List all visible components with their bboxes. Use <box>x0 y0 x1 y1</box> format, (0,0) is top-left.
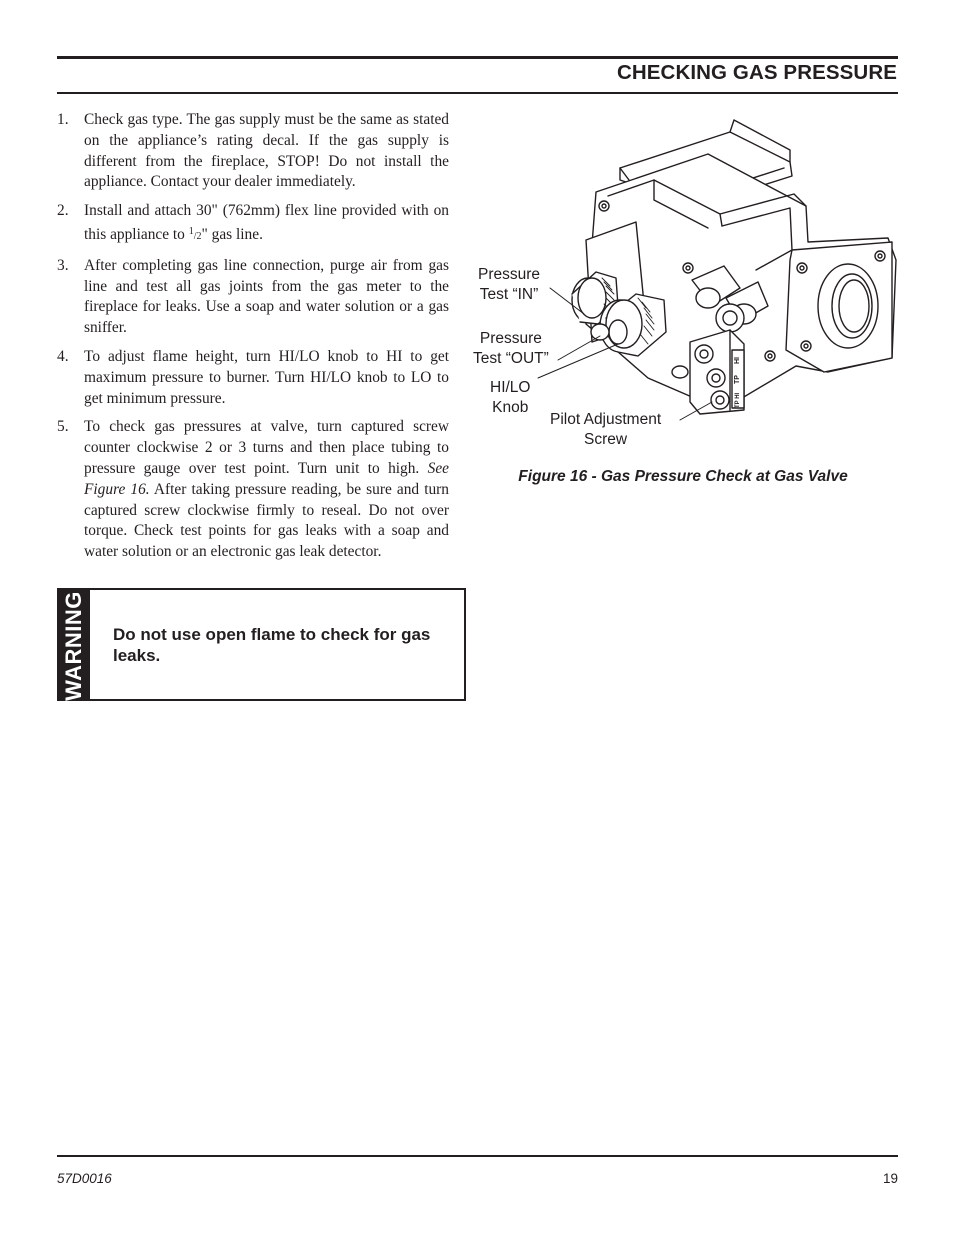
callout-hilo-knob <box>490 378 530 418</box>
step-number: 4. <box>57 347 69 365</box>
step-2 <box>57 201 449 248</box>
warning-text: Do not use open flame to check for gas leaks. <box>113 625 431 665</box>
callout-line-2: Test “IN” <box>479 286 539 303</box>
valve-mark-tp: TP <box>734 375 741 384</box>
figure-caption: Figure 16 - Gas Pressure Check at Gas Valve <box>518 468 848 485</box>
section-title: CHECKING GAS PRESSURE <box>616 61 897 84</box>
valve-mark-tp-hi: TP HI <box>735 392 741 408</box>
callout-line-1: HI/LO <box>490 379 531 396</box>
callout-pressure-test-in <box>478 265 540 305</box>
step-4 <box>57 347 449 409</box>
callout-pilot-adjustment-screw <box>550 410 661 450</box>
callout-line-2: Test “OUT” <box>473 350 549 367</box>
step-number: 2. <box>57 202 69 220</box>
step-text-end: After taking pressure reading, be sure and turn captured screw clockwise firmly to reseal. Do not over torque. Check test points for gas leaks with a soap and water solution or an electronic gas leak detector. <box>84 480 449 561</box>
step-number: 5. <box>57 418 69 436</box>
warning-label: WARNING <box>61 591 86 701</box>
step-3 <box>57 256 449 339</box>
step-text: To check gas pressures at valve, turn captured screw counter clockwise 2 or 3 turns and then place tubing to pressure gauge over test point. Turn unit to high. <box>84 418 449 477</box>
step-text-end: " gas line. <box>201 225 263 243</box>
warning-box <box>57 588 466 701</box>
instruction-steps <box>57 110 449 571</box>
figure-reference: See Figure 16. <box>84 459 449 498</box>
step-text: Check gas type. The gas supply must be the same as stated on the appliance’s rating decal. If the gas supply is different from the fireplace, STOP! Do not install the appliance. Contact your dealer immediately. <box>84 111 449 191</box>
warning-band <box>59 590 90 699</box>
callout-line-1: Pilot Adjustment <box>550 411 662 428</box>
fraction-half: $^1$/2 <box>188 225 202 242</box>
step-1 <box>57 110 449 193</box>
page-number: 19 <box>882 1171 898 1186</box>
gas-valve-figure <box>468 110 898 460</box>
document-code: 57D0016 <box>57 1171 112 1186</box>
callout-line-2: Knob <box>492 399 529 416</box>
top-rule <box>57 56 898 59</box>
callout-line-2: Screw <box>584 431 628 448</box>
title-rule <box>57 92 898 94</box>
step-5 <box>57 417 449 563</box>
step-text: To adjust flame height, turn HI/LO knob to HI to get maximum pressure to burner. Turn HI/LO knob to LO to get minimum pressure. <box>84 347 449 407</box>
callout-line-1: Pressure <box>478 266 541 283</box>
callout-pressure-test-out <box>473 329 549 369</box>
step-text: Install and attach 30" (762mm) flex line provided with on this appliance to <box>84 202 449 243</box>
step-number: 1. <box>57 111 69 128</box>
footer-rule <box>57 1155 898 1157</box>
callout-line-1: Pressure <box>479 330 542 347</box>
step-number: 3. <box>57 256 69 274</box>
step-text: After completing gas line connection, purge air from gas line and test all gas joints from the gas meter to the fireplace for leaks. Use a soap and water solution or a gas sniffer. <box>84 256 449 337</box>
valve-mark-hi: HI <box>734 357 741 364</box>
